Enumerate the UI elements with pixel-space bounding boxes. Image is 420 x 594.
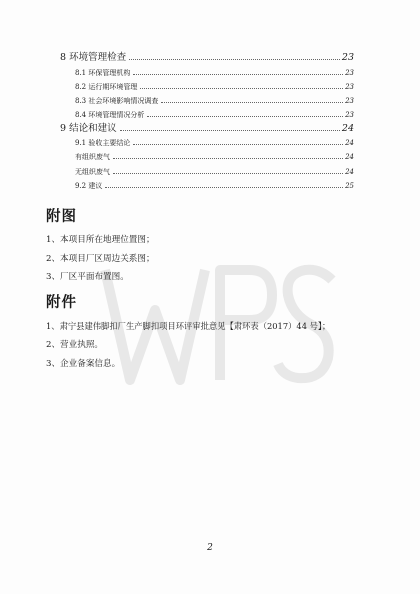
toc-entry-page: 24 <box>345 139 354 147</box>
toc-entry-label: 8.2 运行期环境管理 <box>75 83 138 91</box>
toc-entry-label: 有组织废气 <box>75 153 110 161</box>
toc-entry-page: 23 <box>345 97 354 105</box>
toc-entry-label: 9.2 建议 <box>75 182 103 190</box>
attachment-item: 2、营业执照。 <box>46 340 104 350</box>
toc-leader-dots <box>147 115 343 117</box>
attachments-title: 附件 <box>46 294 77 311</box>
toc-entry-label: 8.1 环保管理机构 <box>75 69 131 77</box>
toc-entry-page: 23 <box>345 83 354 91</box>
toc-entry[interactable] <box>75 94 354 108</box>
toc-leader-dots <box>120 129 340 131</box>
toc-leader-dots <box>133 73 343 75</box>
toc-entry-page: 23 <box>341 52 354 63</box>
toc-entry-page: 23 <box>345 111 354 119</box>
toc-entry[interactable] <box>75 179 354 193</box>
toc-leader-dots <box>113 157 343 159</box>
appendix-figure-item: 2、本项目厂区周边关系图； <box>46 254 155 264</box>
toc-entry-label: 9.1 验收主要结论 <box>75 139 131 147</box>
toc-entry-label: 8.4 环境管理情况分析 <box>75 111 145 119</box>
toc-entry[interactable] <box>75 66 354 80</box>
toc-entry[interactable] <box>75 136 354 150</box>
appendix-figure-item: 3、厂区平面布置图。 <box>46 272 129 282</box>
appendix-figure-item: 1、本项目所在地理位置图； <box>46 235 155 245</box>
toc-entry[interactable] <box>75 80 354 94</box>
toc-entry-page: 24 <box>345 153 354 161</box>
toc-leader-dots <box>129 58 340 60</box>
toc-entry[interactable] <box>60 51 354 65</box>
toc-leader-dots <box>113 172 343 174</box>
toc-entry-label: 8.3 社会环境影响情况调查 <box>75 97 159 105</box>
toc-entry-page: 24 <box>345 168 354 176</box>
toc-entry-page: 23 <box>345 69 354 77</box>
toc-leader-dots <box>140 87 343 89</box>
toc-entry[interactable] <box>75 108 354 122</box>
appendix-figures-title: 附图 <box>46 208 77 225</box>
toc-entry[interactable] <box>60 122 354 136</box>
toc-leader-dots <box>105 186 343 188</box>
attachment-item: 1、肃宁县建伟脚扣厂生产脚扣项目环评审批意见【肃环表（2017）44 号】； <box>46 321 331 331</box>
toc-entry[interactable] <box>75 165 354 179</box>
toc-entry-page: 24 <box>341 123 354 134</box>
toc-entry[interactable] <box>75 150 354 164</box>
toc-entry-label: 8 环境管理检查 <box>60 52 127 63</box>
attachment-item: 3、企业备案信息。 <box>46 359 121 369</box>
toc-entry-label: 无组织废气 <box>75 168 110 176</box>
toc-leader-dots <box>133 143 343 145</box>
page-number: 2 <box>207 543 213 553</box>
toc-entry-page: 25 <box>345 182 354 190</box>
toc-entry-label: 9 结论和建议 <box>60 123 117 134</box>
toc-leader-dots <box>161 101 343 103</box>
